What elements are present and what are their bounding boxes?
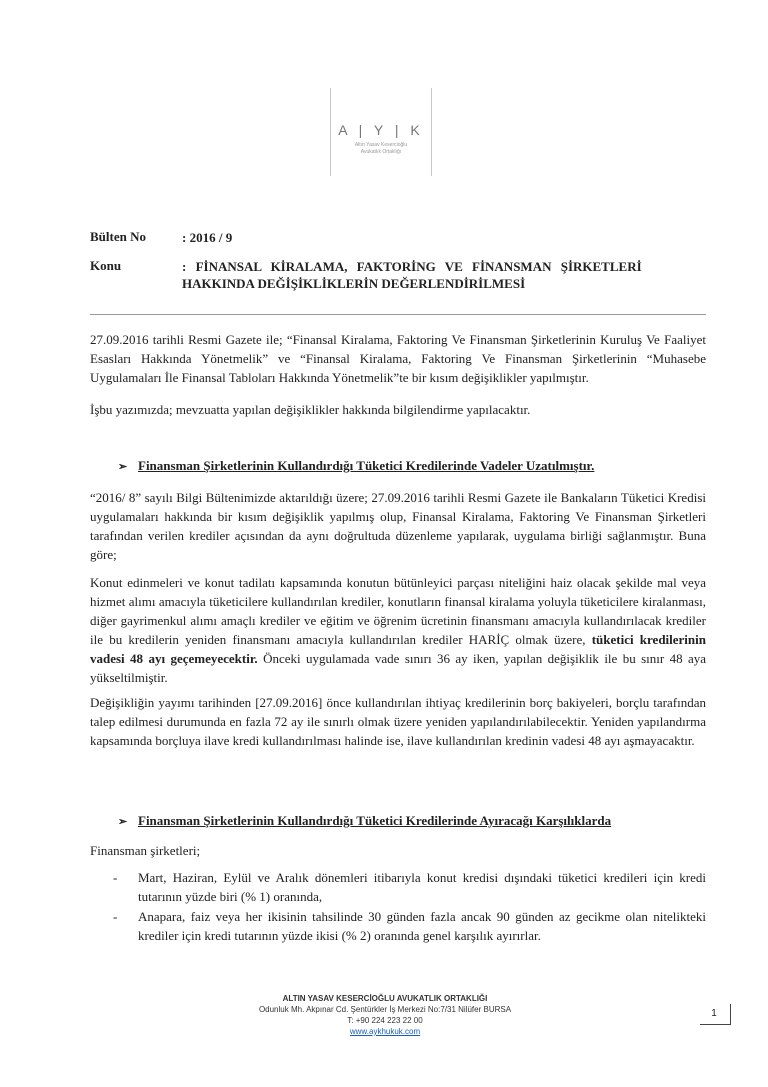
section-1-paragraph-2 [90,573,706,687]
dash-bullet: - [113,909,118,924]
list-item [113,868,706,908]
section-2-intro: Finansman şirketleri; [90,843,201,858]
header-divider [90,314,706,315]
footer-phone: T: +90 224 223 22 00 [347,1016,423,1025]
list-item-text-2: Anapara, faiz veya her ikisinin tahsilinde 30 günden fazla ancak 90 günden az gecikme olan nitelikteki krediler için kredi tutarının yüzde ikisi (% 2) oranında genel karşılık ayırırlar. [138,909,706,943]
p4-emphasis: tüketici kredilerinin vadesi 48 ayı geçemeyecektir. [90,632,706,666]
section-heading-1-text: Finansman Şirketlerinin Kullandırdığı Tüketici Kredilerinde Vadeler Uzatılmıştır. [138,458,595,473]
intro-paragraph: 27.09.2016 tarihli Resmi Gazete ile; “Finansal Kiralama, Faktoring Ve Finansman Şirketlerinin Kuruluş Ve Faaliyet Esasları Hakkında Yönetmelik” ve “Finansal Kiralama, Faktoring Ve Finansman Şirketlerinin “Muhasebe Uygulamaları İle Finansal Tabloları Hakkında Yönetmelik”te bir kısım değişiklikler yapılmıştır. [90,332,706,385]
dash-bullet: - [113,870,118,885]
arrow-bullet-icon: ➢ [118,816,128,828]
section-1-paragraph-1: “2016/ 8” sayılı Bilgi Bültenimizde aktarıldığı üzere; 27.09.2016 tarihli Resmi Gazete ile Bankaların Tüketici Kredisi uygulamaları hakkında bir kısım değişiklik yapılmış olup, Finansal Kiralama, Faktoring Ve Finansman Şirketleri tarafından verilen krediler açısından da aynı doğrultuda düzenleme yapılarak, uygulama birliği sağlanmıştır. Buna göre; [90,490,706,562]
subject-line-1: : FİNANSAL KİRALAMA, FAKTORİNG VE FİNANSMAN ŞİRKETLERİ [182,259,642,274]
section-1-paragraph-3: Değişikliğin yayımı tarihinden [27.09.2016] önce kullandırılan ihtiyaç kredilerinin borç bakiyeleri, borçlu tarafından talep edilmesi durumunda en fazla 72 ay ile sınırlı olmak üzere yeniden yapılandırılabilecektir. Yeniden yapılandırma kapsamında borçluya ilave kredi kullandırılması halinde ise, ilave kullandırılan kredinin vadesi 48 ayı aşmayacaktır. [90,695,706,748]
list-item-text-1: Mart, Haziran, Eylül ve Aralık dönemleri itibarıyla konut kredisi dışındaki tüketici kredileri için kredi tutarının yüzde biri (% 1) oranında, [138,870,706,904]
list-item [113,907,706,947]
section-heading-2 [118,813,611,829]
page-number: 1 [711,1008,717,1019]
bulletin-value: : 2016 / 9 [182,230,233,245]
section-heading-1 [118,458,594,474]
footer-address: Odunluk Mh. Akpınar Cd. Şentürkler İş Merkezi No:7/31 Nilüfer BURSA [258,1005,512,1014]
footer [200,993,570,1037]
p4-text-c: Önceki uygulamada vade sınırı 36 ay iken, yapılan değişiklik ile bu sınır 48 aya yükseltilmiştir. [90,651,707,685]
p4-text-a: Konut edinmeleri ve konut tadilatı kapsamında konutun bütünleyici parçası niteliğini haiz olacak şekilde mal veya hizmet alımı amacıyla tüketicilere kullandırılan krediler, konutların finansal kiralama yoluyla tüketicilere kiralanması, diğer gayrimenkul alımı amaçlı krediler ve eğitim ve öğrenim ücretinin finansmanı amacıyla kullandırılacak krediler ile bu kredilerin yeniden finansmanı amacıyla kullandırılan krediler HARİÇ olmak üzere, [90,575,706,647]
logo-firm-name: Altın Yasav Kesercioğlu [354,142,408,148]
section-heading-2-text: Finansman Şirketlerinin Kullandırdığı Tüketici Kredilerinde Ayıracağı Karşılıklarda [138,813,612,828]
logo-firm-type: Avukatlık Ortaklığı [360,149,402,155]
footer-firm-name: ALTIN YASAV KESERCİOĞLU AVUKATLIK ORTAKLIĞI [282,994,488,1003]
logo-mark: A | Y | K [338,122,424,138]
arrow-bullet-icon: ➢ [118,461,128,473]
footer-website-link[interactable]: www.aykhukuk.com [349,1027,421,1036]
firm-logo [330,88,432,176]
subject-line-2: HAKKINDA DEĞİŞİKLİKLERİN DEĞERLENDİRİLMESİ [182,276,526,291]
subject-label: Konu [90,258,122,273]
purpose-paragraph: İşbu yazımızda; mevzuatta yapılan değişiklikler hakkında bilgilendirme yapılacaktır. [90,402,531,417]
bulletin-label: Bülten No [90,229,146,244]
